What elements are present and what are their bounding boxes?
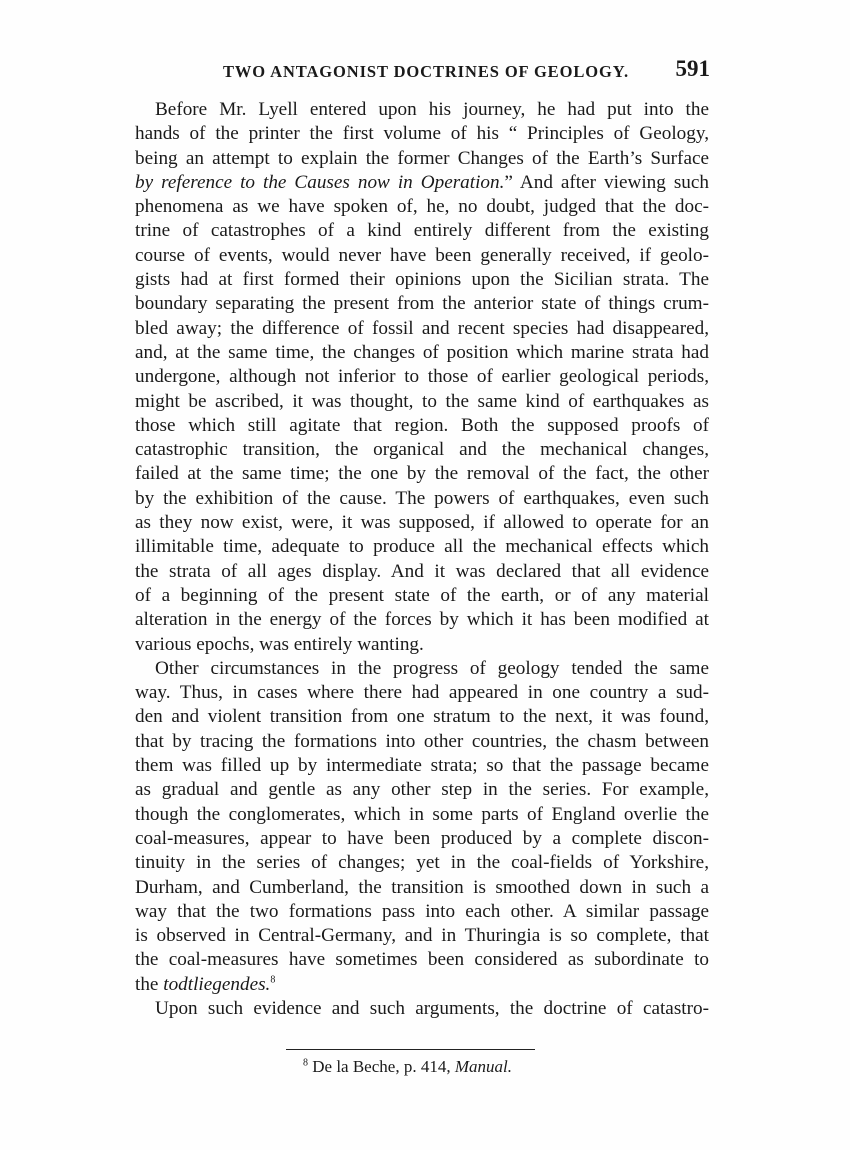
text-line: illimitable time, adequate to produce all the mechanical effects which [135,536,709,558]
text-line: those which still agitate that region. Both the supposed proofs of [135,414,709,436]
paragraph-2 [135,657,709,997]
text-line: Durham, and Cumberland, the transition is smoothed down in such a [135,876,709,898]
text-line: of a beginning of the present state of the earth, or of any material [135,584,709,606]
running-head: TWO ANTAGONIST DOCTRINES OF GEOLOGY. [223,62,630,81]
text-line: Upon such evidence and such arguments, the doctrine of catastro- [155,997,709,1019]
paragraph-1 [135,98,709,657]
page-number: 591 [675,56,710,81]
text-line: Other circumstances in the progress of geology tended the same [155,657,709,679]
text-line: as they now exist, were, it was supposed, if allowed to operate for an [135,512,709,534]
text-line: gists had at first formed their opinions upon the Sicilian strata. The [135,269,709,291]
text-line: undergone, although not inferior to those of earlier geological periods, [135,366,709,388]
body-text [135,98,709,1021]
text-line: the strata of all ages display. And it was declared that all evidence [135,560,709,582]
text-line: that by tracing the formations into other countries, the chasm between [135,730,709,752]
text-line: coal-measures, appear to have been produced by a complete discon- [135,827,709,849]
text-line: tinuity in the series of changes; yet in the coal-fields of Yorkshire, [135,852,709,874]
text-line: Before Mr. Lyell entered upon his journey, he had put into the [155,99,709,120]
text-line: hands of the printer the first volume of his “ Principles of Geology, [135,123,709,145]
text-line: the todtliegendes.$^8$ [135,973,276,995]
text-line: and, at the same time, the changes of position which marine strata had [135,341,709,363]
text-line: way. Thus, in cases where there had appeared in one country a sud- [135,682,709,704]
text-line: trine of catastrophes of a kind entirely different from the existing [135,220,709,242]
text-line: bled away; the difference of fossil and recent species had disappeared, [135,317,709,339]
footnote [303,1057,512,1077]
text-line: though the conglomerates, which in some parts of England overlie the [135,803,709,825]
footnote-italic: Manual. [454,1057,512,1076]
italic-title: by reference to the Causes now in Operation. [135,171,505,193]
text-line: the coal-measures have sometimes been considered as subordinate to [135,949,709,971]
text-line: catastrophic transition, the organical and the mechanical changes, [135,439,709,461]
footnote-number: 8 [303,1057,308,1069]
footnote-marker: 8 [270,974,276,986]
page-header [135,56,710,92]
text-line: way that the two formations pass into each other. A similar passage [135,900,709,922]
text-line: as gradual and gentle as any other step in the series. For example, [135,779,709,801]
footnote-rule [286,1049,535,1050]
text-line: by the exhibition of the cause. The powers of earthquakes, even such [135,487,709,509]
text-line: boundary separating the present from the anterior state of things crum- [135,293,709,315]
text-line: being an attempt to explain the former Changes of the Earth’s Surface [135,147,709,169]
footnote-text: De la Beche, p. 414, [312,1057,451,1076]
text-line: den and violent transition from one stratum to the next, it was found, [135,706,709,728]
text-line: by reference to the Causes now in Operation.” And after viewing such [135,171,709,193]
text-line: might be ascribed, it was thought, to the same kind of earthquakes as [135,390,709,412]
text-line: is observed in Central-Germany, and in Thuringia is so complete, that [135,925,709,947]
text-line: various epochs, was entirely wanting. [135,633,424,655]
text-line: course of events, would never have been generally received, if geolo- [135,244,709,266]
text-line: failed at the same time; the one by the removal of the fact, the other [135,463,709,485]
text-line: alteration in the energy of the forces by which it has been modified at [135,609,709,631]
italic-term: todtliegendes. [163,973,271,995]
paragraph-3 [135,997,709,1021]
text-line: phenomena as we have spoken of, he, no doubt, judged that the doc- [135,196,709,218]
text-line: them was filled up by intermediate strata; so that the passage became [135,755,709,777]
